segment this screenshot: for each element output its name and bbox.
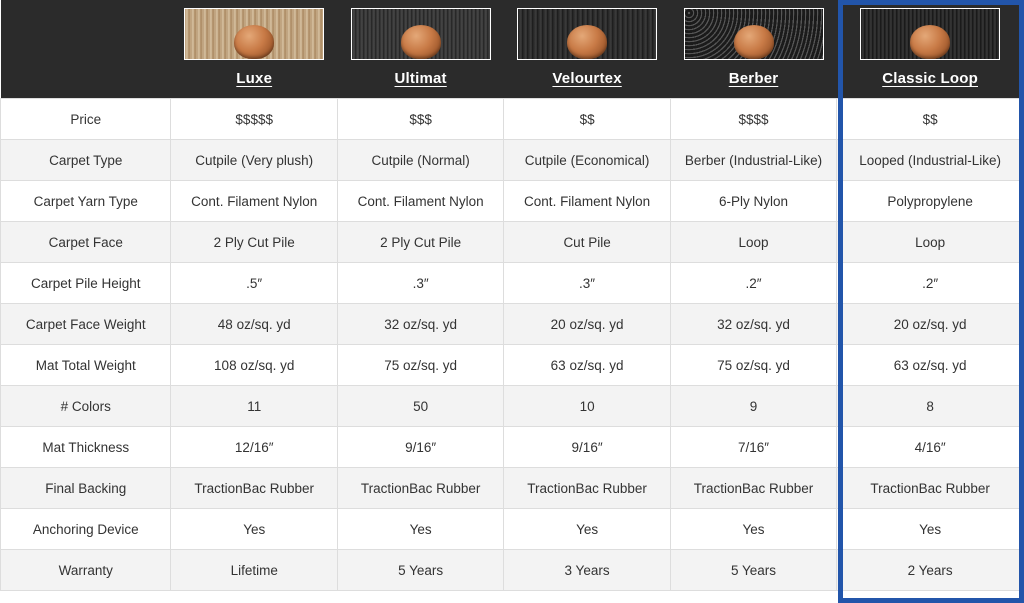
penny-icon (567, 25, 607, 59)
cell-carpet-face-weight-velourtex: 20 oz/sq. yd (504, 304, 670, 345)
row-label-num-colors: # Colors (1, 386, 171, 427)
cell-carpet-face-weight-berber: 32 oz/sq. yd (670, 304, 836, 345)
product-name-ultimat[interactable]: Ultimat (394, 70, 447, 87)
cell-final-backing-berber: TractionBac Rubber (670, 468, 836, 509)
table-row (1, 99, 1024, 140)
row-label-warranty: Warranty (1, 550, 171, 591)
cell-num-colors-berber: 9 (670, 386, 836, 427)
cell-carpet-face-berber: Loop (670, 222, 836, 263)
cell-warranty-luxe: Lifetime (171, 550, 337, 591)
product-name-luxe[interactable]: Luxe (236, 70, 273, 87)
cell-mat-thickness-classic-loop: 4/16″ (837, 427, 1024, 468)
cell-mat-total-weight-luxe: 108 oz/sq. yd (171, 345, 337, 386)
row-label-mat-thickness: Mat Thickness (1, 427, 171, 468)
table-row (1, 427, 1024, 468)
cell-carpet-pile-height-berber: .2″ (670, 263, 836, 304)
cell-num-colors-classic-loop: 8 (837, 386, 1024, 427)
cell-carpet-type-ultimat: Cutpile (Normal) (337, 140, 503, 181)
carpet-swatch-ultimat (351, 8, 491, 60)
product-header-classic-loop[interactable] (837, 0, 1024, 99)
penny-icon (910, 25, 950, 59)
row-label-final-backing: Final Backing (1, 468, 171, 509)
cell-price-berber: $$$$ (670, 99, 836, 140)
cell-warranty-ultimat: 5 Years (337, 550, 503, 591)
table-row (1, 509, 1024, 550)
carpet-swatch-velourtex (517, 8, 657, 60)
carpet-swatch-classic-loop (860, 8, 1000, 60)
cell-num-colors-luxe: 11 (171, 386, 337, 427)
cell-carpet-face-luxe: 2 Ply Cut Pile (171, 222, 337, 263)
header-row (1, 0, 1024, 99)
penny-icon (401, 25, 441, 59)
row-label-carpet-face-weight: Carpet Face Weight (1, 304, 171, 345)
cell-num-colors-ultimat: 50 (337, 386, 503, 427)
table-row (1, 468, 1024, 509)
cell-mat-thickness-luxe: 12/16″ (171, 427, 337, 468)
cell-carpet-pile-height-classic-loop: .2″ (837, 263, 1024, 304)
cell-anchoring-device-berber: Yes (670, 509, 836, 550)
cell-carpet-pile-height-velourtex: .3″ (504, 263, 670, 304)
header-corner-cell (1, 0, 171, 99)
table-row (1, 304, 1024, 345)
cell-anchoring-device-classic-loop: Yes (837, 509, 1024, 550)
cell-carpet-yarn-type-velourtex: Cont. Filament Nylon (504, 181, 670, 222)
cell-price-ultimat: $$$ (337, 99, 503, 140)
row-label-price: Price (1, 99, 171, 140)
cell-warranty-classic-loop: 2 Years (837, 550, 1024, 591)
carpet-swatch-luxe (184, 8, 324, 60)
table-row (1, 386, 1024, 427)
cell-carpet-yarn-type-berber: 6-Ply Nylon (670, 181, 836, 222)
cell-price-velourtex: $$ (504, 99, 670, 140)
table-row (1, 263, 1024, 304)
table-row (1, 222, 1024, 263)
cell-final-backing-luxe: TractionBac Rubber (171, 468, 337, 509)
cell-carpet-face-classic-loop: Loop (837, 222, 1024, 263)
product-header-luxe[interactable] (171, 0, 337, 99)
cell-mat-total-weight-berber: 75 oz/sq. yd (670, 345, 836, 386)
product-name-berber[interactable]: Berber (728, 70, 779, 87)
cell-carpet-yarn-type-ultimat: Cont. Filament Nylon (337, 181, 503, 222)
cell-carpet-face-weight-classic-loop: 20 oz/sq. yd (837, 304, 1024, 345)
cell-carpet-yarn-type-luxe: Cont. Filament Nylon (171, 181, 337, 222)
cell-mat-total-weight-velourtex: 63 oz/sq. yd (504, 345, 670, 386)
product-name-classic-loop[interactable]: Classic Loop (882, 70, 978, 87)
cell-anchoring-device-velourtex: Yes (504, 509, 670, 550)
cell-num-colors-velourtex: 10 (504, 386, 670, 427)
table-row (1, 550, 1024, 591)
cell-final-backing-velourtex: TractionBac Rubber (504, 468, 670, 509)
cell-anchoring-device-ultimat: Yes (337, 509, 503, 550)
cell-mat-total-weight-ultimat: 75 oz/sq. yd (337, 345, 503, 386)
product-name-velourtex[interactable]: Velourtex (552, 70, 622, 87)
cell-warranty-velourtex: 3 Years (504, 550, 670, 591)
cell-carpet-face-velourtex: Cut Pile (504, 222, 670, 263)
cell-carpet-yarn-type-classic-loop: Polypropylene (837, 181, 1024, 222)
table-body (1, 99, 1024, 591)
row-label-carpet-type: Carpet Type (1, 140, 171, 181)
cell-carpet-face-weight-ultimat: 32 oz/sq. yd (337, 304, 503, 345)
cell-carpet-type-classic-loop: Looped (Industrial-Like) (837, 140, 1024, 181)
cell-price-luxe: $$$$$ (171, 99, 337, 140)
product-header-velourtex[interactable] (504, 0, 670, 99)
penny-icon (234, 25, 274, 59)
penny-icon (734, 25, 774, 59)
cell-carpet-type-luxe: Cutpile (Very plush) (171, 140, 337, 181)
cell-carpet-face-ultimat: 2 Ply Cut Pile (337, 222, 503, 263)
table-header (1, 0, 1024, 99)
cell-mat-thickness-velourtex: 9/16″ (504, 427, 670, 468)
cell-carpet-type-velourtex: Cutpile (Economical) (504, 140, 670, 181)
product-header-berber[interactable] (670, 0, 836, 99)
table-row (1, 345, 1024, 386)
row-label-mat-total-weight: Mat Total Weight (1, 345, 171, 386)
cell-mat-thickness-ultimat: 9/16″ (337, 427, 503, 468)
cell-mat-total-weight-classic-loop: 63 oz/sq. yd (837, 345, 1024, 386)
carpet-swatch-berber (684, 8, 824, 60)
row-label-anchoring-device: Anchoring Device (1, 509, 171, 550)
cell-anchoring-device-luxe: Yes (171, 509, 337, 550)
row-label-carpet-face: Carpet Face (1, 222, 171, 263)
cell-carpet-pile-height-luxe: .5″ (171, 263, 337, 304)
product-header-ultimat[interactable] (337, 0, 503, 99)
cell-carpet-type-berber: Berber (Industrial-Like) (670, 140, 836, 181)
cell-carpet-face-weight-luxe: 48 oz/sq. yd (171, 304, 337, 345)
cell-mat-thickness-berber: 7/16″ (670, 427, 836, 468)
cell-final-backing-ultimat: TractionBac Rubber (337, 468, 503, 509)
cell-carpet-pile-height-ultimat: .3″ (337, 263, 503, 304)
row-label-carpet-pile-height: Carpet Pile Height (1, 263, 171, 304)
row-label-carpet-yarn-type: Carpet Yarn Type (1, 181, 171, 222)
cell-warranty-berber: 5 Years (670, 550, 836, 591)
table-row (1, 181, 1024, 222)
cell-final-backing-classic-loop: TractionBac Rubber (837, 468, 1024, 509)
cell-price-classic-loop: $$ (837, 99, 1024, 140)
table-row (1, 140, 1024, 181)
